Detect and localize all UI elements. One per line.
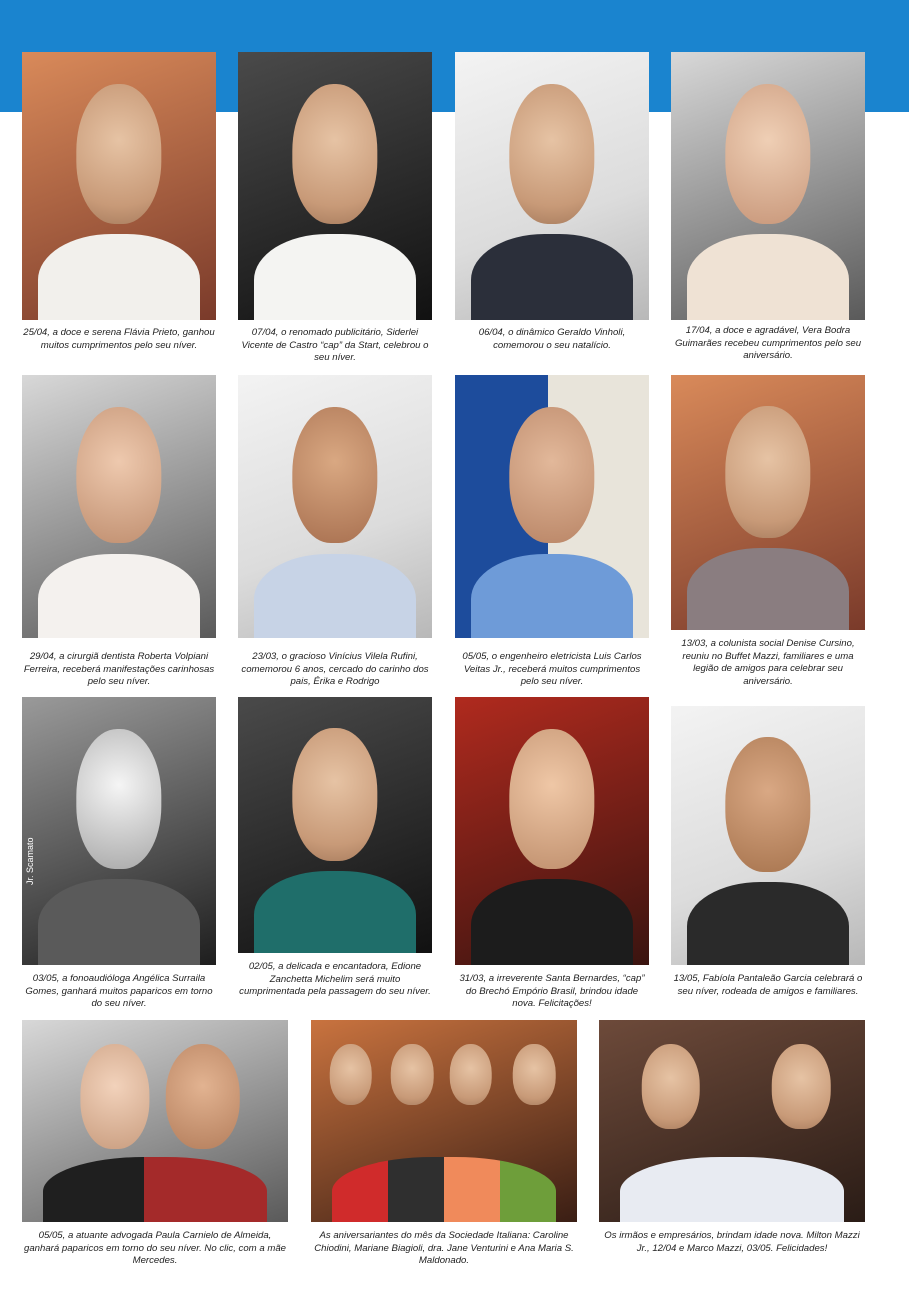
photo-santa-bernardes (455, 697, 649, 965)
caption-siderlei-vicente: 07/04, o renomado publicitário, Siderlei Vicente de Castro “cap” da Start, celebrou o seu níver. (241, 327, 429, 363)
caption-fabiola-pantaleao: 13/05, Fabíola Pantaleão Garcia celebrará o seu níver, rodeada de amigos e familiares. (673, 973, 863, 997)
caption-flavia-prieto: 25/04, a doce e serena Flávia Prieto, ganhou muitos cumprimentos pelo seu níver. (23, 327, 215, 351)
caption-vera-bodra: 17/04, a doce e agradável, Vera Bodra Guimarães recebeu cumprimentos pelo seu aniversário. (674, 325, 862, 361)
photo-geraldo-vinholi (455, 52, 649, 320)
photo-siderlei-vicente (238, 52, 432, 320)
photo-roberta-volpiani (22, 375, 216, 638)
photo-credit (25, 873, 35, 885)
caption-denise-cursino: 13/03, a colunista social Denise Cursino, reuniu no Buffet Mazzi, familiares e uma legião de amigos para celebrar seu aniversário. (681, 638, 855, 687)
caption-santa-bernardes: 31/03, a irreverente Santa Bernardes, “cap” do Brechó Empório Brasil, brindou idade nova. Felicitações! (459, 973, 645, 1009)
photo-paula-carnielo (22, 1020, 288, 1222)
photo-sociedade-italiana (311, 1020, 577, 1222)
caption-luis-carlos-veitas: 05/05, o engenheiro eletricista Luis Carlos Veitas Jr., receberá muitos cumprimentos pelo seu níver. (462, 651, 642, 687)
photo-fabiola-pantaleao (671, 706, 865, 965)
photo-vera-bodra (671, 52, 865, 320)
photo-edione-zanchetta (238, 697, 432, 953)
caption-angelica-surraila: 03/05, a fonoaudióloga Angélica Surraila Gomes, ganhará muitos paparicos em torno do seu níver. (25, 973, 213, 1009)
caption-sociedade-italiana: As aniversariantes do mês da Sociedade Italiana: Caroline Chiodini, Mariane Biagioli, dra. Jane Venturini e Ana Maria S. Maldonado. (314, 1230, 574, 1266)
caption-edione-zanchetta: 02/05, a delicada e encantadora, Edione Zanchetta Michelim será muito cumprimentada pela passagem do seu níver. (239, 961, 431, 997)
caption-paula-carnielo: 05/05, a atuante advogada Paula Carnielo de Almeida, ganhará paparicos em torno do seu níver. No clic, com a mãe Mercedes. (23, 1230, 286, 1266)
caption-geraldo-vinholi: 06/04, o dinâmico Geraldo Vinholi, comemorou o seu natalício. (478, 327, 626, 351)
caption-roberta-volpiani: 29/04, a cirurgiã dentista Roberta Volpiani Ferreira, receberá manifestações carinhosas pelo seu níver. (23, 651, 215, 687)
photo-angelica-surraila (22, 697, 216, 965)
photo-denise-cursino (671, 375, 865, 630)
photo-flavia-prieto (22, 52, 216, 320)
photo-vinicius-vilela (238, 375, 432, 638)
photo-milton-marco-mazzi (599, 1020, 865, 1222)
caption-milton-marco-mazzi: Os irmãos e empresários, brindam idade nova. Milton Mazzi Jr., 12/04 e Marco Mazzi, 03/05. Felicidades! (604, 1230, 860, 1254)
photo-luis-carlos-veitas (455, 375, 649, 638)
caption-vinicius-vilela: 23/03, o gracioso Vinícius Vilela Rufini, comemorou 6 anos, cercado do carinho dos pais, Érika e Rodrigo (241, 651, 429, 687)
